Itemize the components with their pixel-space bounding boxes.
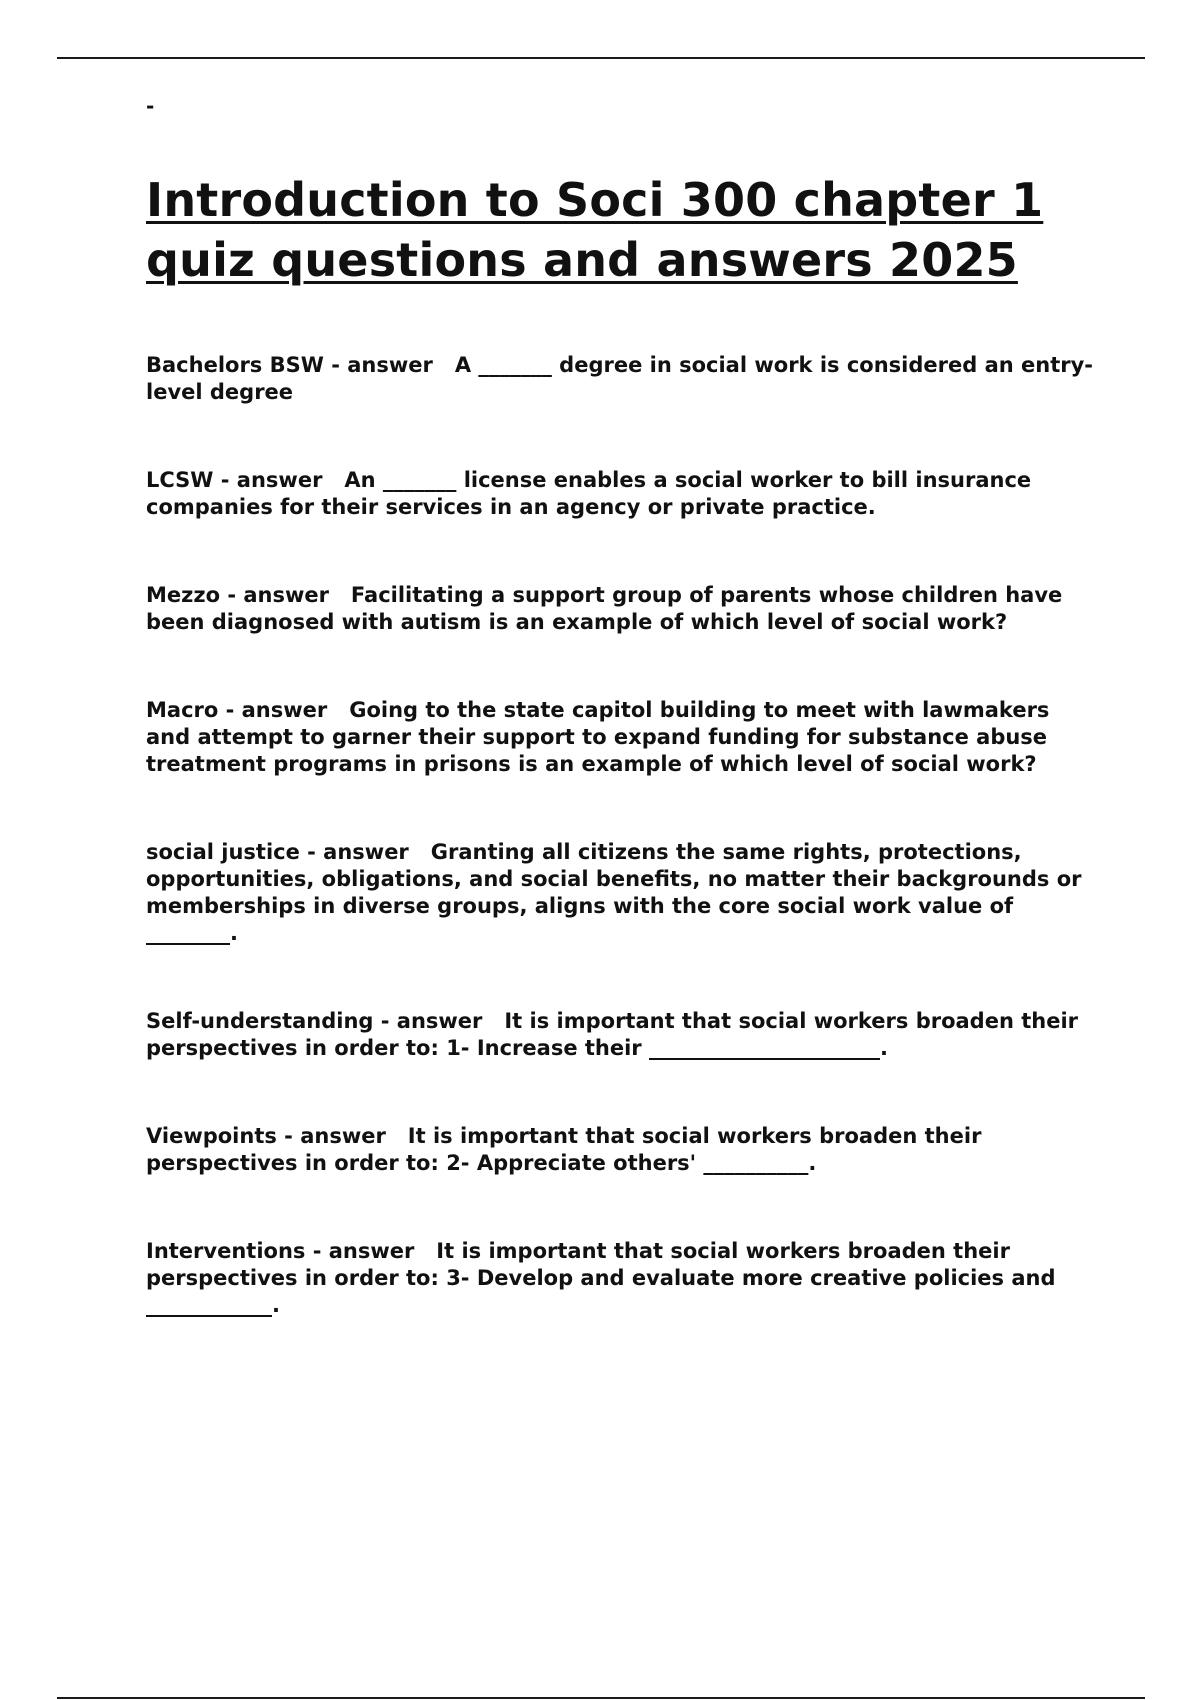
qa-question: It is important that social workers broaden their perspectives in order to: 1- Increase their ______________________. — [146, 1009, 1079, 1060]
qa-item — [146, 697, 1096, 778]
qa-item — [146, 1008, 1096, 1062]
bottom-divider — [57, 1697, 1145, 1699]
qa-question: It is important that social workers broaden their perspectives in order to: 3- Develop and evaluate more creative policies and ____________. — [146, 1239, 1056, 1317]
qa-answer: Macro - answer — [146, 698, 328, 722]
qa-answer: Interventions - answer — [146, 1239, 415, 1263]
document-title: Introduction to Soci 300 chapter 1 quiz questions and answers 2025 — [146, 173, 1044, 287]
qa-question: Going to the state capitol building to meet with lawmakers and attempt to garner their support to expand funding for substance abuse treatment programs in prisons is an example of which level of social work? — [146, 698, 1050, 776]
qa-item — [146, 1238, 1096, 1319]
qa-question: A _______ degree in social work is considered an entry-level degree — [146, 353, 1093, 404]
qa-answer: LCSW - answer — [146, 468, 323, 492]
qa-answer: Mezzo - answer — [146, 583, 329, 607]
qa-question: Facilitating a support group of parents whose children have been diagnosed with autism is an example of which level of social work? — [146, 583, 1063, 634]
qa-question: Granting all citizens the same rights, protections, opportunities, obligations, and social benefits, no matter their backgrounds or memberships in diverse groups, aligns with the core social work value of ________. — [146, 840, 1082, 945]
qa-question: It is important that social workers broaden their perspectives in order to: 2- Appreciate others' __________. — [146, 1124, 982, 1175]
qa-item — [146, 467, 1096, 521]
qa-answer: social justice - answer — [146, 840, 409, 864]
qa-item — [146, 839, 1096, 947]
qa-item — [146, 1123, 1096, 1177]
top-divider — [57, 57, 1145, 59]
qa-answer: Viewpoints - answer — [146, 1124, 386, 1148]
qa-item — [146, 582, 1096, 636]
leading-marker: - — [146, 94, 155, 118]
qa-answer: Self-understanding - answer — [146, 1009, 483, 1033]
qa-list — [146, 352, 1096, 1319]
qa-item — [146, 352, 1096, 406]
qa-answer: Bachelors BSW - answer — [146, 353, 433, 377]
document-body — [146, 92, 1096, 1319]
qa-question: An _______ license enables a social worker to bill insurance companies for their services in an agency or private practice. — [146, 468, 1032, 519]
